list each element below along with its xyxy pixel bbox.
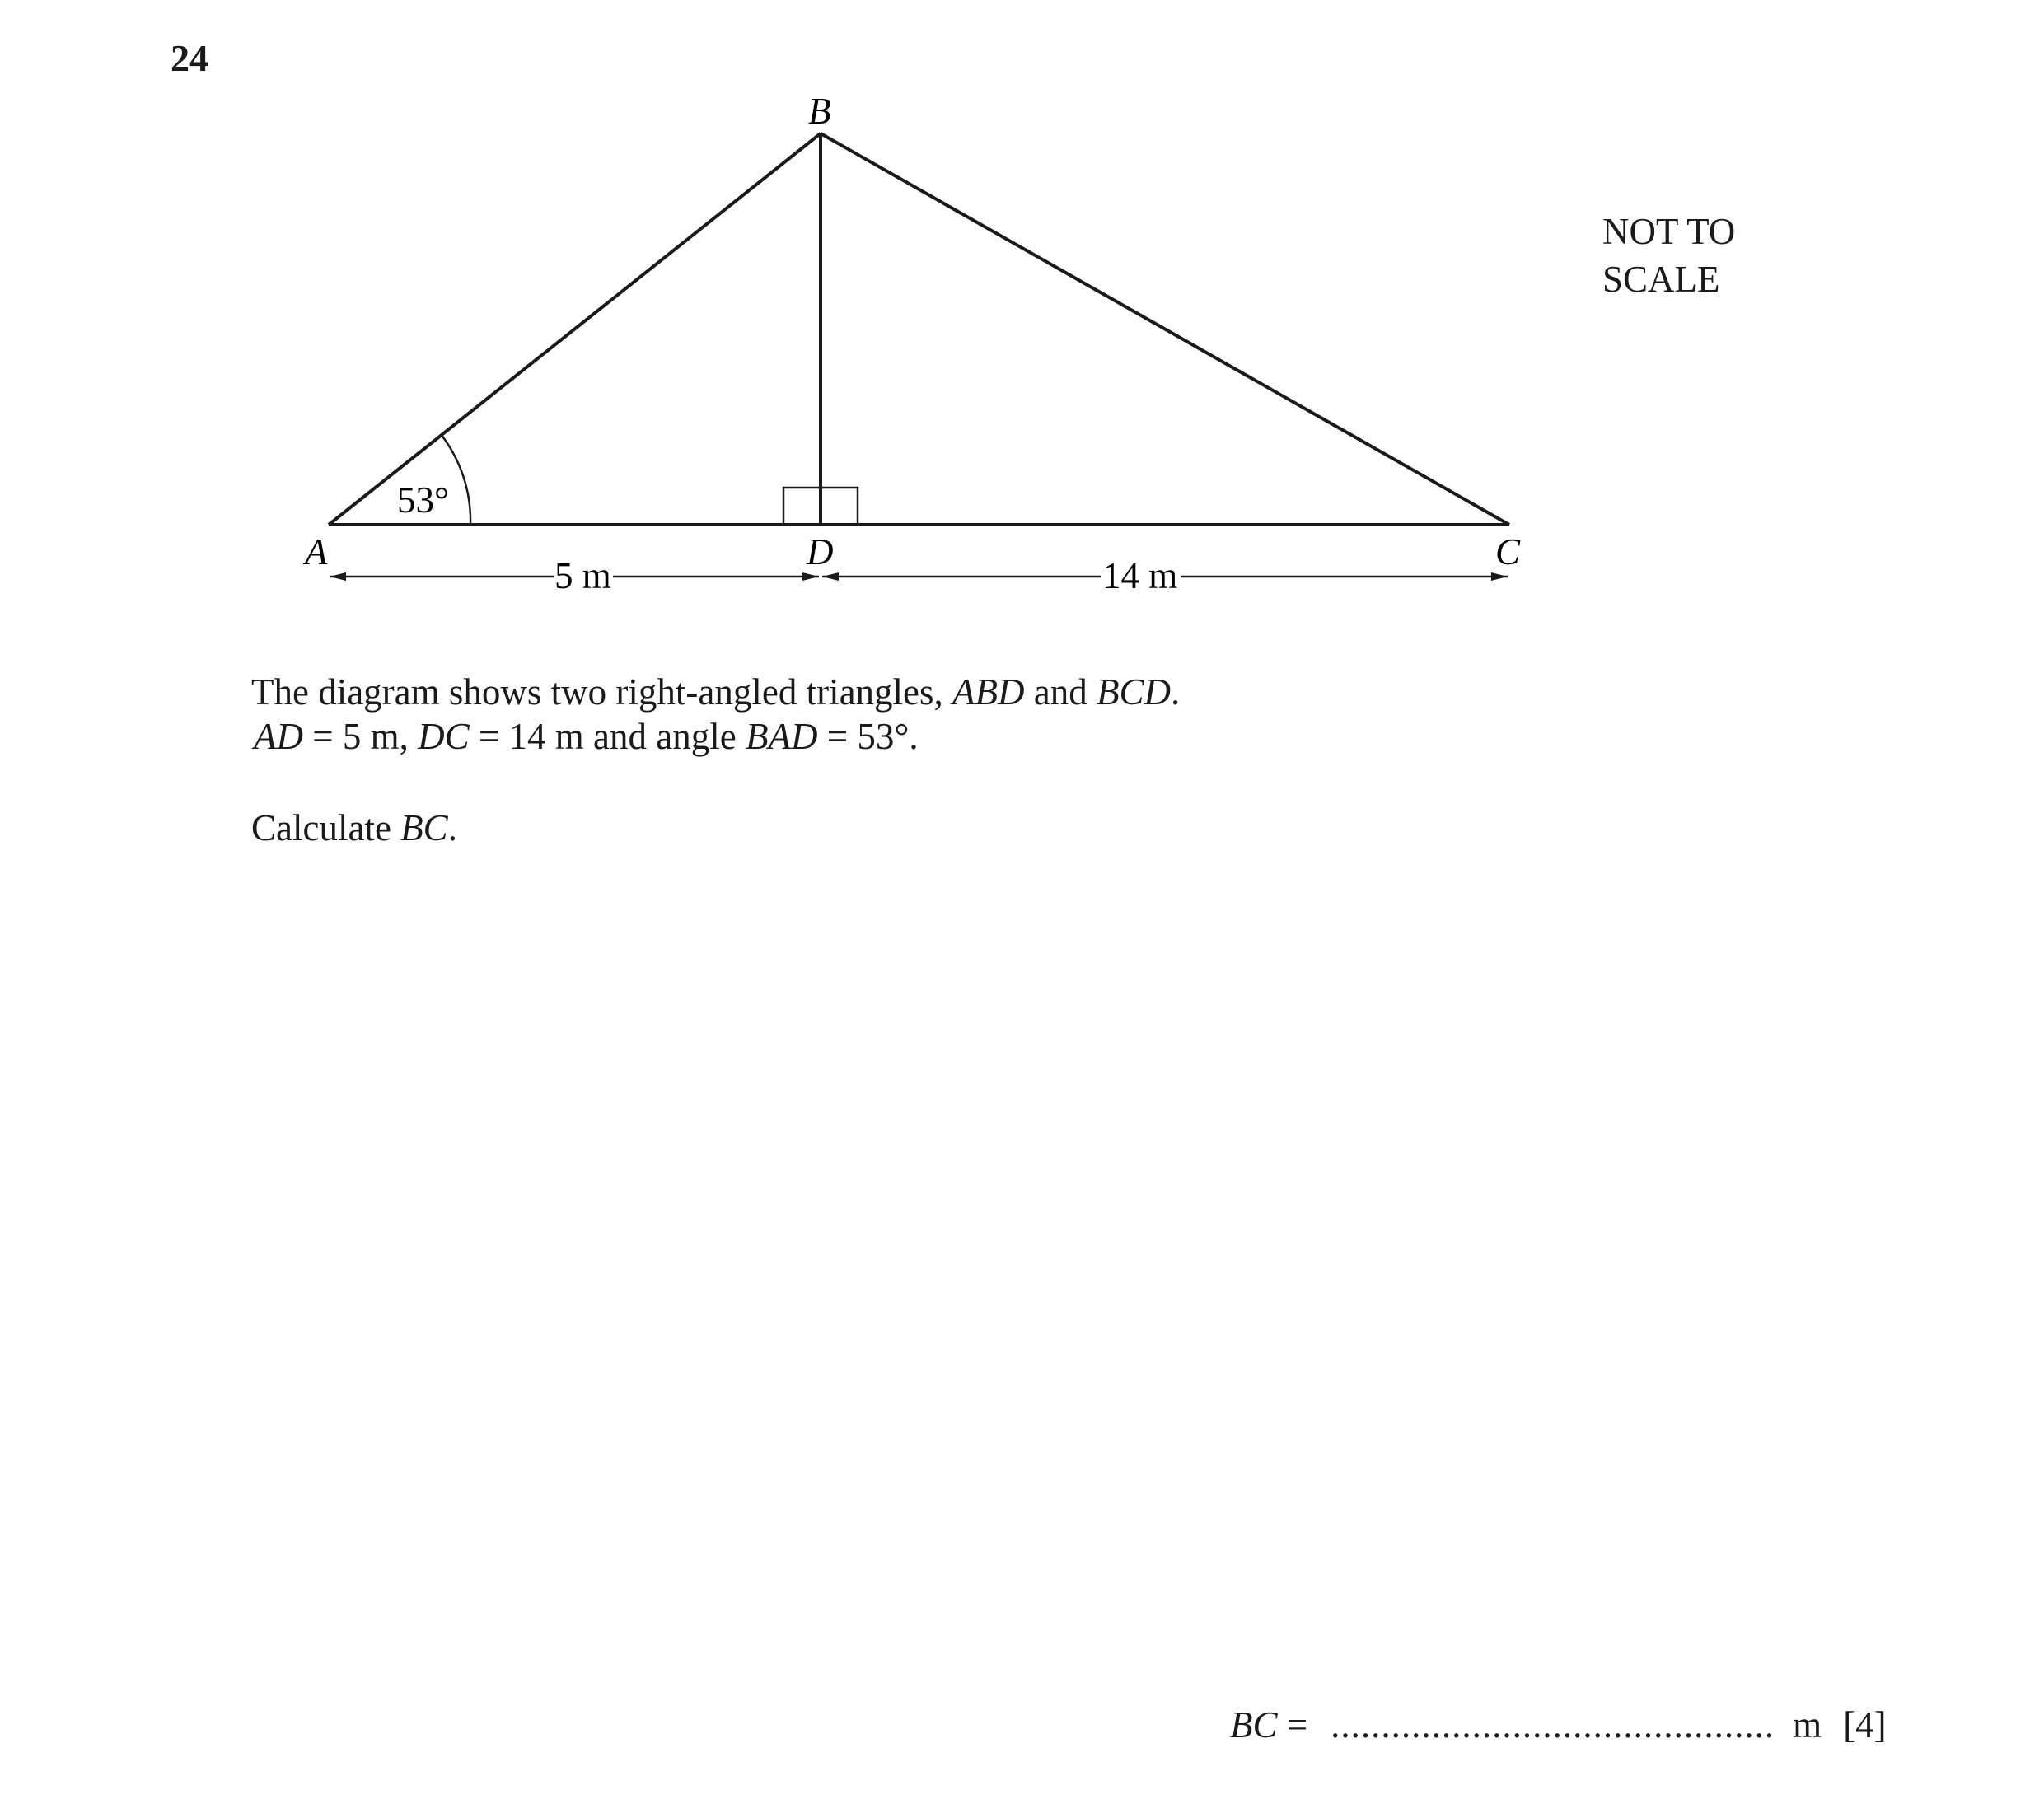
length-DC-label: 14 m [1102,555,1178,596]
vertex-label-D: D [807,531,834,572]
vertex-label-A: A [305,531,328,572]
angle-label: 53° [397,479,449,521]
angle-name-BAD: BAD [745,716,818,757]
answer-variable: BC [1230,1704,1278,1745]
instruction-line [251,805,457,851]
description-line-2 [254,713,919,759]
segment-name-AD: AD [254,716,303,757]
text-segment: . [447,807,457,848]
text-segment: and [1024,671,1097,713]
note-line-1: NOT TO [1602,211,1736,252]
text-segment: = 14 m and angle [469,716,746,757]
segment-name-DC: DC [418,716,470,757]
vertex-label-C: C [1495,531,1521,572]
description-line-1 [251,669,1180,715]
text-segment: . [1171,671,1181,713]
question-number: 24 [171,37,208,79]
answer-blank[interactable]: ............................................ [1331,1704,1775,1745]
triangle-diagram [0,0,2044,659]
vertex-label-B: B [808,91,831,132]
target-variable-BC: BC [400,807,448,848]
marks-indicator: [4] [1843,1704,1887,1745]
side-AB [329,133,821,525]
text-segment: = 53°. [817,716,919,757]
answer-line [1230,1703,1887,1746]
answer-equals: = [1277,1704,1308,1745]
answer-unit: m [1793,1704,1822,1745]
length-AD-label: 5 m [554,555,611,596]
note-line-2: SCALE [1602,259,1720,300]
side-BC [821,133,1509,525]
not-to-scale-note [1602,208,1735,303]
text-segment: = 5 m, [303,716,419,757]
text-segment: Calculate [251,807,401,848]
text-segment: The diagram shows two right-angled triangles, [251,671,953,713]
triangle-name-ABD: ABD [952,671,1025,713]
triangle-name-BCD: BCD [1097,671,1172,713]
